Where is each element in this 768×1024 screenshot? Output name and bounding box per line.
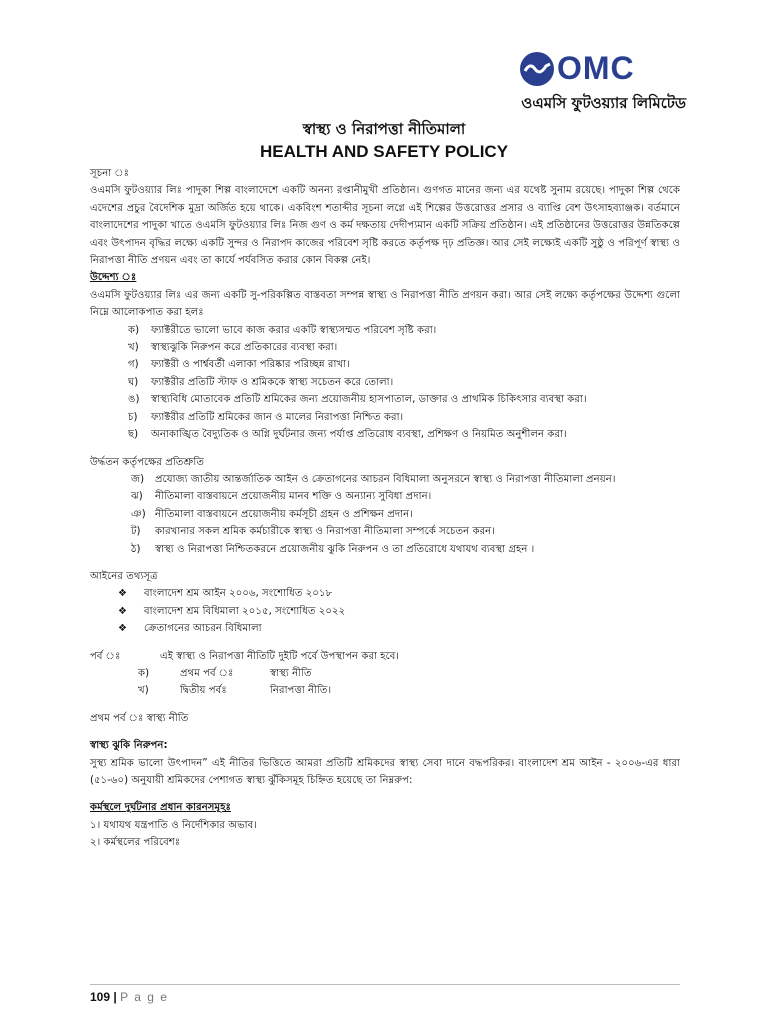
- list-item: চ) ফ্যাক্টরীর প্রতিটি শ্রমিকের জান ও মালের নিরাপত্তা নিশ্চিত করা।: [128, 411, 404, 423]
- commitment-list: [90, 471, 680, 558]
- objective-list: [90, 322, 680, 444]
- risk-label: স্বাস্থ্য ঝুকি নিরুপন:: [90, 740, 168, 752]
- list-item: ঙ) স্বাস্থ্যবিধি মোতাবেক প্রতিটি শ্রমিকের জন্য প্রয়োজনীয় হাসপাতাল, ডাক্তার ও প্রাথমিক চিকিৎসার ব্যবস্থা করা।: [128, 394, 587, 406]
- company-name: ওএমসি ফুটওয়্যার লিমিটেড: [521, 94, 686, 112]
- bullet-item: ❖ বাংলাদেশ শ্রম বিধিমালা ২০১৫, সংশোধিত ২০২২: [90, 603, 680, 620]
- objective-label: উদ্দেশ্য ঃ: [90, 272, 137, 284]
- parts-row: ক) প্রথম পর্ব ঃ স্বাস্থ্য নীতি: [138, 667, 312, 679]
- title-bengali: স্বাস্থ্য ও নিরাপত্তা নীতিমালা: [302, 120, 466, 138]
- list-item: ঠ) স্বাস্থ্য ও নিরাপত্তা নিশ্চিতকরনে প্রয়োজনীয় ঝুকি নিরুপন ও তা প্রতিরোধে যথাযথ ব্যবস্থা গ্রহন ।: [131, 543, 535, 555]
- footer-separator: |: [113, 990, 117, 1004]
- page-label: P a g e: [120, 990, 169, 1004]
- globe-icon: [520, 52, 554, 86]
- logo-text: OMC: [557, 50, 635, 86]
- causes-label: কর্মস্থলে দুর্ঘটনার প্রধান কারনসমূহঃ: [90, 802, 231, 814]
- first-part-heading: প্রথম পর্ব ঃ স্বাস্থ্য নীতি: [90, 712, 189, 724]
- page-number: 109: [90, 990, 111, 1004]
- footer-divider: [90, 984, 680, 985]
- legal-label: আইনের তথ্যসূত্র: [90, 570, 158, 582]
- diamond-bullet-icon: ❖: [118, 623, 127, 635]
- list-item: ট) কারখানার সকল শ্রমিক কর্মচারীকে স্বাস্থ্য ও নিরাপত্তা নীতিমালা সম্পর্কে সচেতন করন।: [131, 526, 495, 538]
- list-item: খ) স্বাস্থ্যঝুকি নিরুপন করে প্রতিকারের ব্যবস্থা করা।: [128, 342, 338, 354]
- list-item: ঘ) ফ্যাক্টরীর প্রতিটি স্টাফ ও শ্রমিককে স্বাস্থ্য সচেতন করে তোলা।: [128, 376, 394, 388]
- document-body: [90, 165, 680, 852]
- page-footer: [90, 990, 168, 1004]
- list-item: ২। কর্মস্থলের পরিবেশঃ: [90, 837, 181, 849]
- parts-row: খ) দ্বিতীয় পর্বঃ নিরাপত্তা নীতি।: [138, 685, 332, 697]
- bullet-item: ❖ বাংলাদেশ শ্রম আইন ২০০৬, সংশোধিত ২০১৮: [90, 585, 680, 602]
- list-item: ঞ) নীতিমালা বাস্তবায়নে প্রয়োজনীয় কর্মসূচী গ্রহন ও প্রশিক্ষন প্রদান।: [131, 508, 413, 520]
- list-item: ছ) অনাকাঙ্খিত বৈদ্যুতিক ও অগ্নি দুর্ঘটনার জন্য পর্যাপ্ত প্রতিরোধ ব্যবস্থা, প্রশিক্ষণ ও নিয়মিত অনুশীলন করা।: [128, 429, 567, 441]
- diamond-bullet-icon: ❖: [118, 605, 127, 617]
- risk-text: সুস্থ্য শ্রমিক ভালো উৎপাদন” এই নীতির ভিত্তিতে আমরা প্রতিটি শ্রমিকদের স্বাস্থ্য সেবা দানে বদ্ধপরিকর। বাংলাদেশ শ্রম আইন - ২০০৬-এর ধারা (৫১-৬০) অনুযায়ী শ্রমিকদের পেশাগত স্বাস্থ্য ঝুঁকিসমূহ চিহ্নিত হয়েছে তা নিম্নরুপ:: [90, 757, 680, 786]
- intro-text: ওএমসি ফুটওয়্যার লিঃ পাদুকা শিল্প বাংলাদেশে একটি অনন্য রপ্তানীমুখী প্রতিষ্ঠান। গুণগত মানের জন্য এর যথেষ্ট সুনাম রয়েছে। পাদুকা শিল্প থেকে এদেশের প্রচুর বৈদেশিক মুদ্রা অর্জিত হয়ে থাকে। একবিংশ শতাব্দীর সূচনা লগ্নে এই শিল্পের উত্তরোত্তর প্রসার ও ব্যাপ্তি বেশ উৎসাহব্যাঞ্জক। বর্তমানে বাংলাদেশের পাদুকা খাতে ওএমসি ফুটওয়্যার লিঃ নিজ গুণ ও কর্ম দক্ষতায় দেদীপ্যমান একটি সক্রিয় প্রতিষ্ঠান। এই প্রতিষ্ঠানের উত্তরোত্তর উন্নতিকল্পে এবং উৎপাদন বৃদ্ধির লক্ষ্যে একটি সুন্দর ও নিরাপদ কাজের পরিবেশ সৃষ্টি করতে কর্তৃপক্ষ দৃঢ় প্রতিজ্ঞ। আর সেই লক্ষ্যেই একটি সুষ্ঠু ও পরিপূর্ণ স্বাস্থ্য ও নিরাপত্তা নীতি প্রণয়ন এবং তা কার্যে পর্যবসিত করার কোন বিকল্প নেই।: [90, 185, 680, 267]
- bullet-item: ❖ ক্রেতাগনের আচরন বিধিমালা: [90, 620, 680, 637]
- list-item: ১। যথাযথ যন্ত্রপাতি ও নির্দেশিকার অভাব।: [90, 819, 257, 831]
- list-item: ক) ফ্যাক্টরীতে ভালো ভাবে কাজ করার একটি স্বাস্থ্যসম্মত পরিবেশ সৃষ্টি করা।: [128, 324, 437, 336]
- title-english: HEALTH AND SAFETY POLICY: [259, 142, 509, 161]
- parts-intro: পর্ব ঃ এই স্বাস্থ্য ও নিরাপত্তা নীতিটি দুইটি পর্বে উপস্থাপন করা হবে।: [90, 650, 400, 662]
- list-item: গ) ফ্যাক্টরী ও পার্শ্ববর্তী এলাকা পরিষ্কার পরিচ্ছন্ন রাখা।: [128, 359, 350, 371]
- commitment-label: উর্দ্ধতন কর্তৃপক্ষের প্রতিশ্রুতি: [90, 456, 204, 468]
- list-item: জ) প্রযোজ্য জাতীয় আন্তর্জাতিক আইন ও ক্রেতাগনের আচরন বিধিমালা অনুসরনে স্বাস্থ্য ও নিরাপত্তা নীতিমালা প্রনয়ন।: [131, 473, 616, 485]
- intro-label: সূচনা ঃ: [90, 168, 130, 179]
- diamond-bullet-icon: ❖: [118, 588, 127, 600]
- list-item: ঝ) নীতিমালা বাস্তবায়নে প্রয়োজনীয় মানব শক্তি ও অন্যান্য সুবিধা প্রদান।: [131, 491, 432, 503]
- company-logo: [520, 50, 635, 87]
- objective-text: ওএমসি ফুটওয়্যার লিঃ এর জন্য একটি সু-পরিকল্পিত বাস্তবতা সম্পন্ন স্বাস্থ্য ও নিরাপত্তা নীতি প্রণয়ন করা। আর সেই লক্ষ্যে কর্তৃপক্ষের উদ্দেশ্য গুলো নিম্নে আলোকপাত করা হলঃ: [90, 289, 680, 319]
